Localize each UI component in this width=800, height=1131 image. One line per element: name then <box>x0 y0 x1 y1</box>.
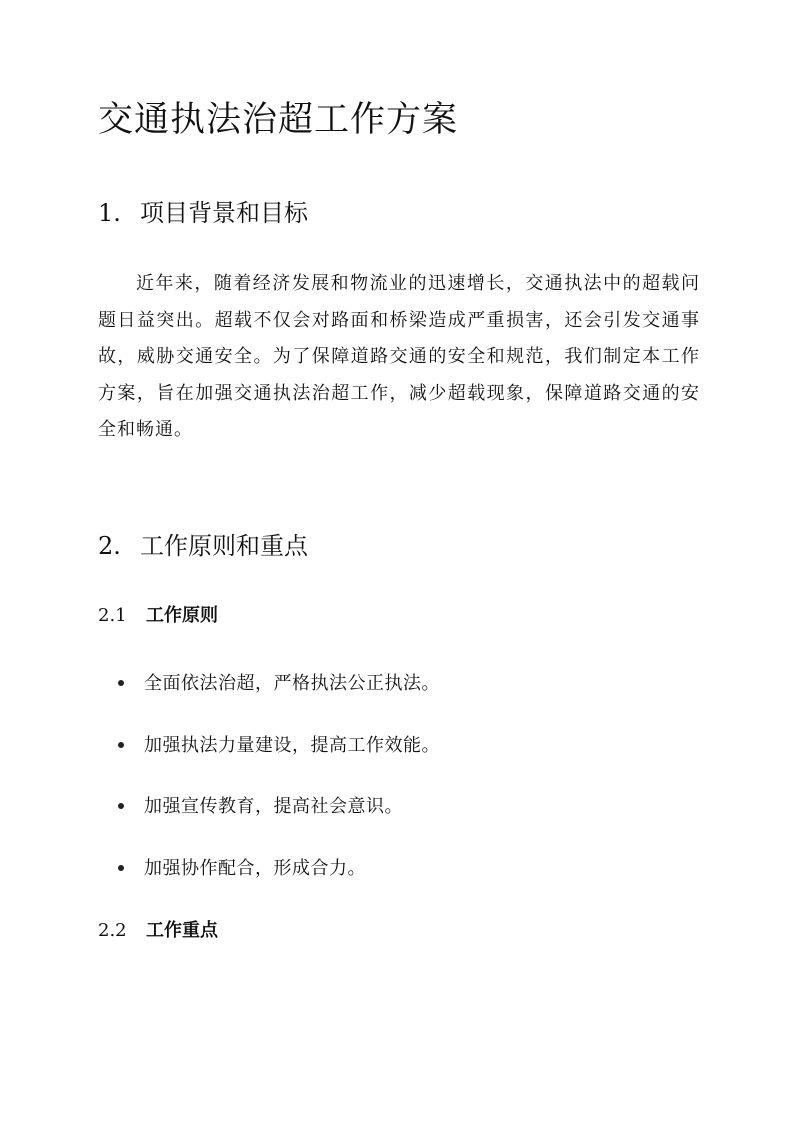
section-number: 1. <box>98 199 121 227</box>
document-title: 交通执法治超工作方案 <box>98 100 459 140</box>
section-heading-2 <box>98 529 308 563</box>
list-item-text: 全面依法治超，严格执法公正执法。 <box>144 673 440 694</box>
list-item-text: 加强执法力量建设，提高工作效能。 <box>144 735 440 756</box>
section-heading-1 <box>98 196 308 230</box>
section-number: 2. <box>98 532 121 560</box>
section-title: 项目背景和目标 <box>140 199 308 227</box>
subsection-title: 工作重点 <box>146 920 218 941</box>
list-item <box>118 855 366 883</box>
subsection-number: 2.2 <box>98 920 127 941</box>
background-paragraph: 近年来，随着经济发展和物流业的迅速增长，交通执法中的超载问题日益突出。超载不仅会对路面和桥梁造成严重损害，还会引发交通事故，威胁交通安全。为了保障道路交通的安全和规范，我们制定本工作方案，旨在加强交通执法治超工作，减少超载现象，保障道路交通的安全和畅通。 <box>98 273 700 440</box>
section-title: 工作原则和重点 <box>140 532 308 560</box>
list-item-text: 加强宣传教育，提高社会意识。 <box>144 796 403 817</box>
bullet-icon <box>118 865 124 871</box>
list-item-text: 加强协作配合，形成合力。 <box>144 858 366 879</box>
subsection-number: 2.1 <box>98 605 127 626</box>
bullet-icon <box>118 803 124 809</box>
subsection-heading-2-1 <box>98 602 218 630</box>
subsection-heading-2-2 <box>98 917 218 945</box>
bullet-icon <box>118 742 124 748</box>
subsection-title: 工作原则 <box>146 605 218 626</box>
bullet-icon <box>118 680 124 686</box>
list-item <box>118 670 440 698</box>
list-item <box>118 732 440 760</box>
list-item <box>118 793 403 821</box>
